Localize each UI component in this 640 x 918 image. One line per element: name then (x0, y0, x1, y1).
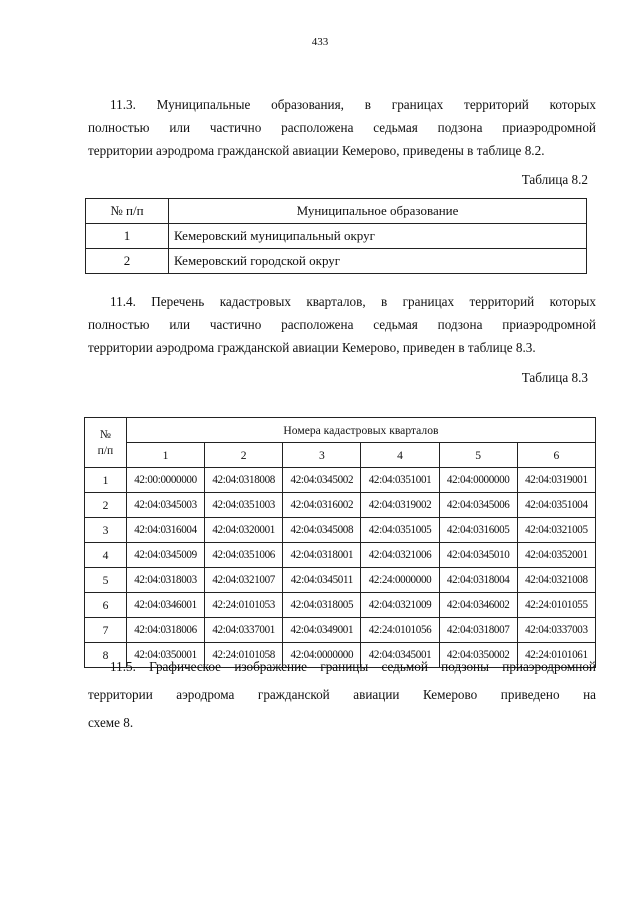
paragraph-11-4 (88, 292, 596, 358)
cadastral-number-cell: 42:04:0318003 (126, 568, 204, 593)
cadastral-number-cell: 42:04:0318006 (126, 618, 204, 643)
cadastral-number-cell: 42:04:0351001 (361, 468, 439, 493)
municipality-cell: Кемеровский городской округ (169, 249, 587, 274)
cadastral-number-cell: 42:04:0337003 (517, 618, 595, 643)
cadastral-number-cell: 42:04:0352001 (517, 543, 595, 568)
cadastral-number-cell: 42:04:0351006 (205, 543, 283, 568)
table-8-3 (84, 417, 596, 668)
cadastral-number-cell: 42:04:0318007 (439, 618, 517, 643)
table-row (86, 224, 587, 249)
table-row (86, 249, 587, 274)
paragraph-line: полностью или частично расположена седьмая подзона приаэродромной (88, 120, 596, 135)
paragraph-11-5 (88, 657, 596, 730)
cadastral-number-cell: 42:04:0321008 (517, 568, 595, 593)
column-number: 6 (517, 443, 595, 468)
row-number: 3 (85, 518, 127, 543)
cadastral-number-cell: 42:24:0101055 (517, 593, 595, 618)
column-number: 5 (439, 443, 517, 468)
cadastral-number-cell: 42:24:0101058 (205, 643, 283, 668)
paragraph-line: схеме 8. (88, 715, 134, 730)
cadastral-number-cell: 42:04:0321009 (361, 593, 439, 618)
table-row (85, 568, 596, 593)
cadastral-number-cell: 42:04:0318005 (283, 593, 361, 618)
paragraph-line: территории аэродрома гражданской авиации Кемерово, приведены в таблице 8.2. (88, 143, 545, 158)
table-header-row (86, 199, 587, 224)
cadastral-number-cell: 42:04:0351005 (361, 518, 439, 543)
paragraph-line: 11.5. Графическое изображение границы седьмой подзоны приаэродромной (110, 659, 596, 674)
cadastral-number-cell: 42:04:0350002 (439, 643, 517, 668)
cadastral-number-cell: 42:04:0351003 (205, 493, 283, 518)
cadastral-number-cell: 42:24:0101053 (205, 593, 283, 618)
paragraph-line: полностью или частично расположена седьмая подзона приаэродромной (88, 317, 596, 332)
row-number: 8 (85, 643, 127, 668)
row-number: 6 (85, 593, 127, 618)
row-number: 2 (85, 493, 127, 518)
table-8-2-caption: Таблица 8.2 (521, 172, 588, 187)
cadastral-number-cell: 42:04:0318004 (439, 568, 517, 593)
municipality-cell: Кемеровский муниципальный округ (169, 224, 587, 249)
column-number-row (85, 443, 596, 468)
table-row (85, 593, 596, 618)
column-header-number: № п/п (86, 199, 169, 224)
cadastral-number-cell: 42:04:0316004 (126, 518, 204, 543)
cadastral-number-cell: 42:04:0337001 (205, 618, 283, 643)
cadastral-number-cell: 42:04:0345011 (283, 568, 361, 593)
table-row (85, 518, 596, 543)
table-row (85, 618, 596, 643)
paragraph-line: территории аэродрома гражданской авиации Кемерово приведено на (88, 687, 596, 702)
cadastral-number-cell: 42:04:0319001 (517, 468, 595, 493)
cadastral-number-cell: 42:24:0101056 (361, 618, 439, 643)
column-number: 4 (361, 443, 439, 468)
column-number: 3 (283, 443, 361, 468)
column-number: 1 (126, 443, 204, 468)
cadastral-number-cell: 42:04:0345008 (283, 518, 361, 543)
cadastral-number-cell: 42:00:0000000 (126, 468, 204, 493)
number-header-text: № п/п (97, 427, 114, 457)
cadastral-number-cell: 42:04:0321005 (517, 518, 595, 543)
column-header-municipality: Муниципальное образование (169, 199, 587, 224)
paragraph-line: 11.3. Муниципальные образования, в границах территорий которых (110, 97, 596, 112)
cadastral-number-cell: 42:04:0318008 (205, 468, 283, 493)
page-number: 433 (311, 36, 329, 48)
row-number: 7 (85, 618, 127, 643)
table-row (85, 543, 596, 568)
cadastral-number-cell: 42:04:0316005 (439, 518, 517, 543)
table-row (85, 493, 596, 518)
table-header-row (85, 418, 596, 443)
cadastral-number-cell: 42:04:0000000 (283, 643, 361, 668)
cadastral-number-cell: 42:04:0321006 (361, 543, 439, 568)
cadastral-number-cell: 42:04:0346001 (126, 593, 204, 618)
cadastral-number-cell: 42:04:0320001 (205, 518, 283, 543)
column-header-number (85, 418, 127, 468)
cadastral-number-cell: 42:04:0350001 (126, 643, 204, 668)
cadastral-number-cell: 42:04:0345006 (439, 493, 517, 518)
row-number: 4 (85, 543, 127, 568)
cadastral-number-cell: 42:04:0316002 (283, 493, 361, 518)
cadastral-number-cell: 42:04:0345001 (361, 643, 439, 668)
cadastral-number-cell: 42:04:0351004 (517, 493, 595, 518)
cadastral-number-cell: 42:04:0318001 (283, 543, 361, 568)
paragraph-line: территории аэродрома гражданской авиации Кемерово, приведен в таблице 8.3. (88, 340, 536, 355)
column-number: 2 (205, 443, 283, 468)
cadastral-number-cell: 42:24:0000000 (361, 568, 439, 593)
table-8-2 (85, 198, 587, 274)
cadastral-number-cell: 42:04:0000000 (439, 468, 517, 493)
cadastral-number-cell: 42:04:0345009 (126, 543, 204, 568)
cadastral-number-cell: 42:04:0345003 (126, 493, 204, 518)
row-number: 2 (86, 249, 169, 274)
cadastral-number-cell: 42:04:0345010 (439, 543, 517, 568)
table-8-3-caption: Таблица 8.3 (521, 370, 588, 385)
cadastral-number-cell: 42:04:0321007 (205, 568, 283, 593)
row-number: 1 (85, 468, 127, 493)
cadastral-number-cell: 42:04:0349001 (283, 618, 361, 643)
cadastral-number-cell: 42:04:0319002 (361, 493, 439, 518)
group-header: Номера кадастровых кварталов (126, 418, 595, 443)
cadastral-number-cell: 42:24:0101061 (517, 643, 595, 668)
row-number: 5 (85, 568, 127, 593)
paragraph-line: 11.4. Перечень кадастровых кварталов, в границах территорий которых (110, 294, 596, 309)
cadastral-number-cell: 42:04:0345002 (283, 468, 361, 493)
paragraph-11-3 (88, 95, 596, 161)
table-row (85, 468, 596, 493)
row-number: 1 (86, 224, 169, 249)
cadastral-number-cell: 42:04:0346002 (439, 593, 517, 618)
